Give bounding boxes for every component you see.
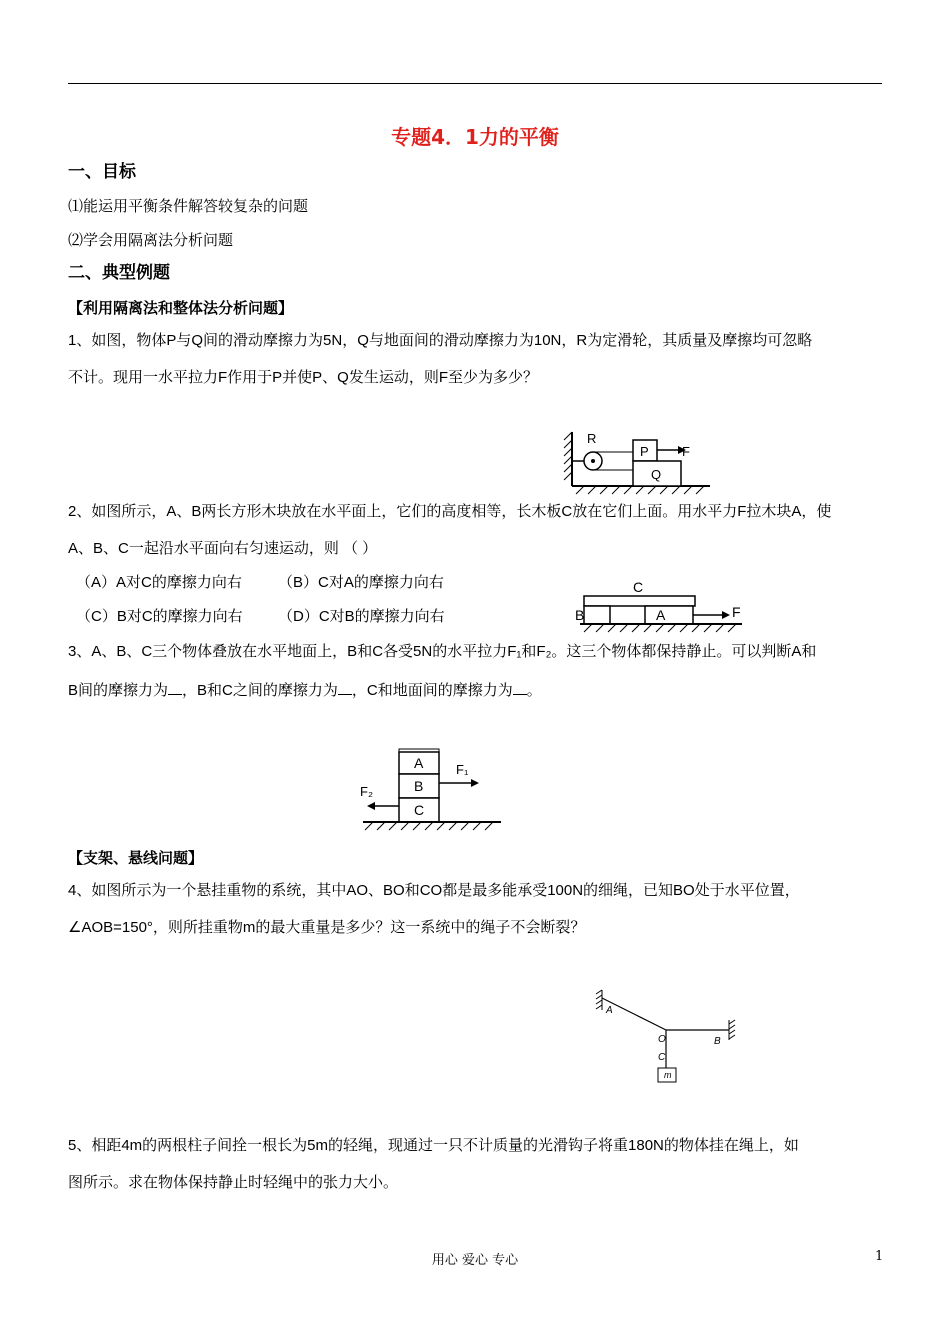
label-b: B [575, 607, 585, 623]
block-b [584, 606, 610, 624]
label-b: B [414, 778, 424, 794]
figure-stacked-blocks [355, 745, 515, 835]
page-number: 1 [875, 1249, 884, 1264]
topic-heading-bracket: 【支架、悬线问题】 [68, 849, 204, 867]
option-a: （A）A对C的摩擦力向右 [76, 574, 242, 591]
option-d: （D）C对B的摩擦力向右 [278, 608, 445, 625]
label-b: B [714, 1036, 721, 1047]
option-c: （C）B对C的摩擦力向右 [76, 608, 243, 625]
label-f1: F₁ [456, 762, 469, 777]
q3-text-a: B间的摩擦力为 [68, 682, 169, 699]
label-c: C [633, 579, 644, 595]
label-o: O [658, 1034, 666, 1045]
figure-suspension [594, 984, 744, 1094]
figure-pulley-system [560, 428, 720, 498]
figure-board-blocks [570, 574, 770, 636]
label-q: Q [651, 467, 662, 482]
label-m: m [664, 1070, 672, 1080]
goal-item-2: ⑵学会用隔离法分析问题 [68, 232, 234, 249]
question-4-line-1: 4、如图所示为一个悬挂重物的系统，其中AO、BO和CO都是最多能承受100N的细绳，已知BO处于水平位置， [68, 882, 800, 899]
answer-blank-2[interactable] [338, 680, 352, 695]
question-3-line-2 [68, 680, 542, 701]
question-5-line-2: 图所示。求在物体保持静止时轻绳中的张力大小。 [68, 1174, 399, 1191]
question-3-line-1: 3、A、B、C三个物体叠放在水平地面上，B和C各受5N的水平拉力F₁和F₂。这三个物体都保持静止。可以判断A和 [68, 643, 817, 660]
label-a: A [414, 755, 424, 771]
label-c: C [658, 1052, 666, 1063]
question-1-line-1: 1、如图，物体P与Q间的滑动摩擦力为5N，Q与地面间的滑动摩擦力为10N，R为定滑轮，其质量及摩擦均可忽略 [68, 332, 813, 349]
header-rule [68, 83, 882, 84]
question-1-line-2: 不计。现用一水平拉力F作用于P并使P、Q发生运动，则F至少为多少？ [68, 369, 539, 386]
q3-text-b: ，B和C之间的摩擦力为 [182, 682, 338, 699]
option-b: （B）C对A的摩擦力向右 [278, 574, 444, 591]
question-4-line-2: ∠AOB=150°，则所挂重物m的最大重量是多少？这一系统中的绳子不会断裂？ [68, 919, 586, 936]
answer-blank-3[interactable] [513, 680, 527, 695]
label-f: F [682, 444, 690, 459]
label-r: R [587, 431, 597, 446]
label-f: F [732, 604, 741, 620]
label-a: A [656, 607, 666, 623]
question-2-line-2: A、B、C一起沿水平面向右匀速运动，则 （ ） [68, 540, 378, 557]
label-a: A [606, 1005, 613, 1016]
answer-blank-1[interactable] [168, 680, 182, 695]
goal-item-1: ⑴能运用平衡条件解答较复杂的问题 [68, 198, 309, 215]
block-a [645, 606, 693, 624]
q3-text-c: ，C和地面间的摩擦力为 [351, 682, 513, 699]
page-footer: 用心 爱心 专心 [431, 1253, 519, 1268]
q3-text-d: 。 [526, 682, 542, 699]
page-title: 专题4．1力的平衡 [391, 125, 559, 149]
section-heading-examples: 二、典型例题 [68, 263, 170, 283]
label-p: P [640, 444, 649, 459]
label-c: C [414, 802, 425, 818]
label-f2: F₂ [360, 784, 373, 799]
question-2-line-1: 2、如图所示，A、B两长方形木块放在水平面上，它们的高度相等，长木板C放在它们上面。用水平力F拉木块A，使 [68, 503, 832, 520]
topic-heading-isolation: 【利用隔离法和整体法分析问题】 [68, 299, 294, 317]
question-5-line-1: 5、相距4m的两根柱子间拴一根长为5m的轻绳，现通过一只不计质量的光滑钩子将重180N的物体挂在绳上，如 [68, 1137, 799, 1154]
board-c [584, 596, 695, 606]
section-heading-goals: 一、目标 [68, 162, 136, 182]
